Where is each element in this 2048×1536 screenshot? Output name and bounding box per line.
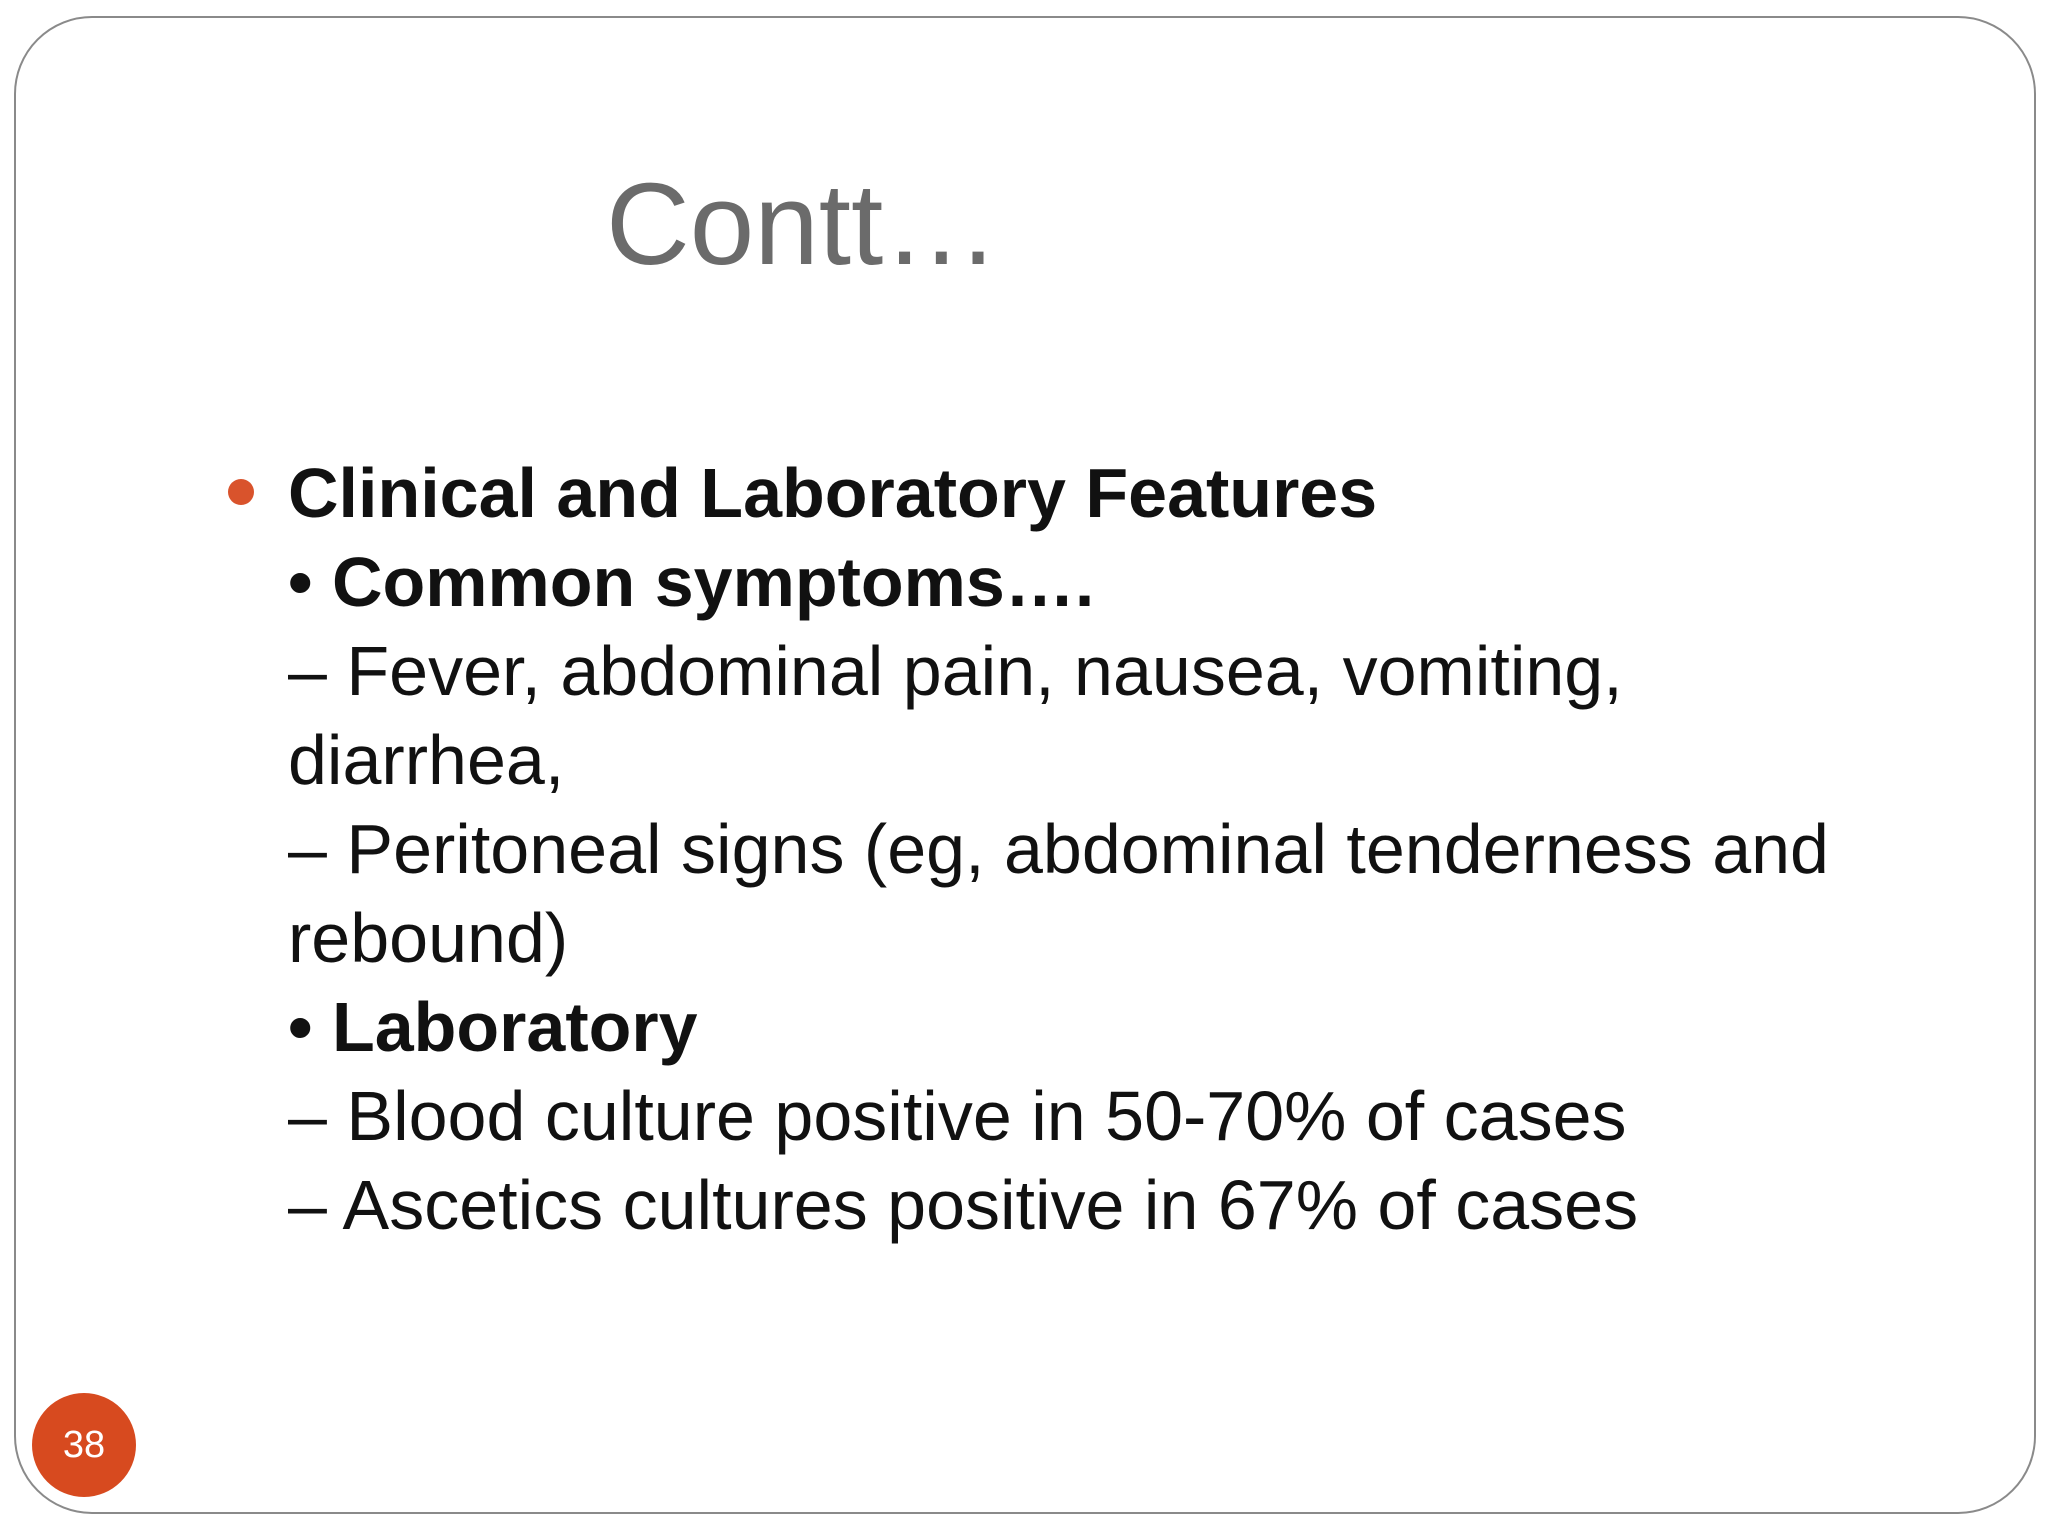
sub-bullet-laboratory: • Laboratory: [288, 988, 698, 1066]
sub-bullet-common-symptoms: • Common symptoms….: [288, 543, 1095, 621]
symptom-line: – Fever, abdominal pain, nausea, vomiting,: [288, 632, 1623, 710]
ascetics-culture-line: – Ascetics cultures positive in 67% of cases: [288, 1166, 1639, 1244]
page-number-badge: 38: [32, 1393, 136, 1497]
blood-culture-line: – Blood culture positive in 50-70% of cases: [288, 1077, 1627, 1155]
bullet-dot-icon: [228, 479, 254, 505]
peritoneal-signs-line: – Peritoneal signs (eg, abdominal tenderness and: [288, 810, 1829, 888]
symptom-line-continued: diarrhea,: [288, 721, 565, 799]
bullet-heading: Clinical and Laboratory Features: [288, 454, 1378, 532]
slide-body: [288, 449, 1988, 1250]
slide-title: Contt…: [606, 159, 1000, 289]
peritoneal-signs-line-continued: rebound): [288, 899, 569, 977]
